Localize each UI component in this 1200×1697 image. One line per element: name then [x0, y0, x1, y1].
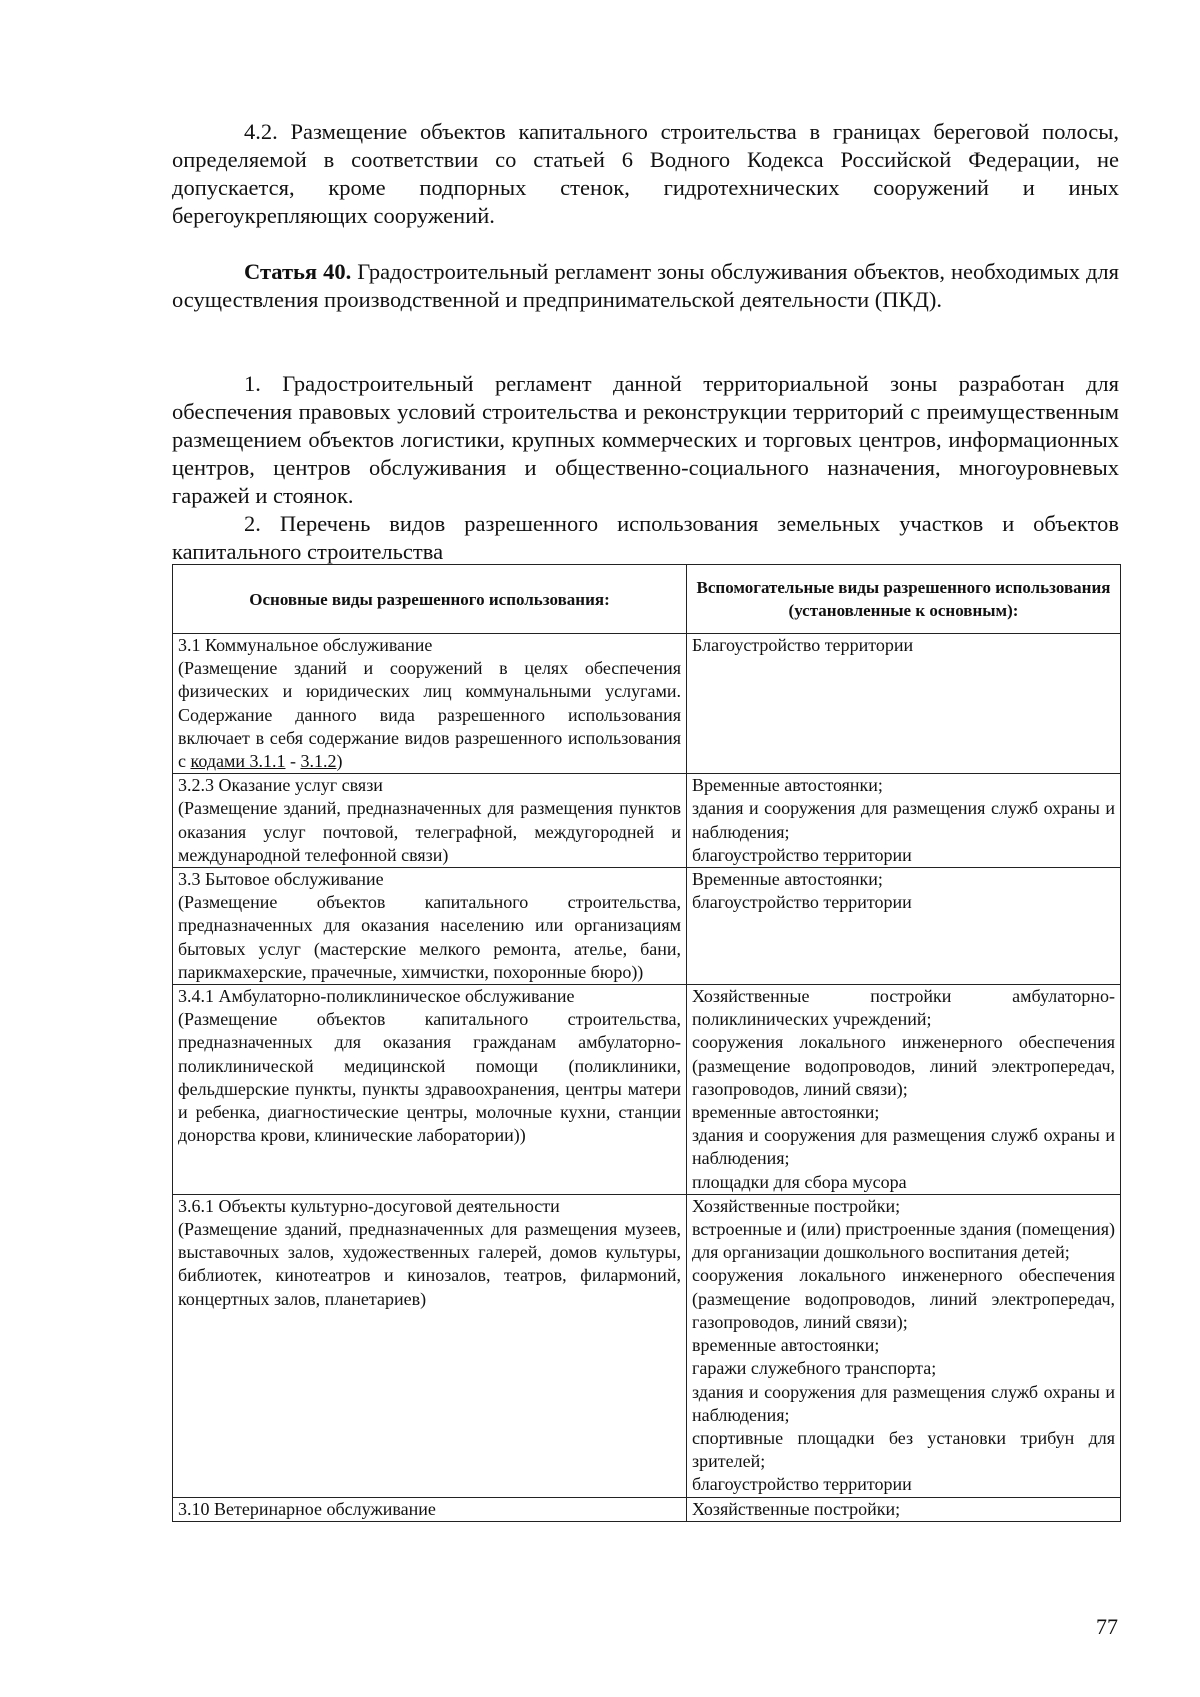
- aux-use-cell: [687, 1194, 1121, 1497]
- main-use-cell: [173, 774, 687, 868]
- aux-use-line: Хозяйственные постройки;: [692, 1195, 901, 1216]
- aux-use-cell: [687, 774, 1121, 868]
- table-header-row: [173, 565, 1121, 634]
- main-use-title: 3.6.1 Объекты культурно-досуговой деятельности: [178, 1195, 560, 1216]
- header-main-uses: Основные виды разрешенного использования:: [173, 565, 687, 634]
- aux-use-line: здания и сооружения для размещения служб охраны и наблюдения;: [692, 1381, 1115, 1425]
- main-use-title: 3.10 Ветеринарное обслуживание: [178, 1498, 436, 1519]
- land-use-table: [172, 564, 1121, 1522]
- table-row: [173, 868, 1121, 985]
- intro-paragraph: 4.2. Размещение объектов капитального строительства в границах береговой полосы, определяемой в соответствии со статьей 6 Водного Кодекса Российской Федерации, не допускается, кроме подпорных стенок, гидротехнических сооружений и иных берегоукрепляющих сооружений.: [172, 119, 1119, 228]
- table-row: [173, 634, 1121, 774]
- main-use-desc: (Размещение зданий и сооружений в целях обеспечения физических и юридических лиц коммунальными услугами. Содержание данного вида разрешенного использования включает в себя содержание видов разрешенного использования с кодами 3.1.1 - 3.1.2): [178, 658, 681, 772]
- aux-use-line: благоустройство территории: [692, 892, 912, 913]
- aux-use-line: Временные автостоянки;: [692, 869, 883, 890]
- aux-use-line: благоустройство территории: [692, 844, 912, 865]
- main-use-desc: (Размещение зданий, предназначенных для размещения музеев, выставочных залов, художественных галерей, домов культуры, библиотек, кинотеатров и кинозалов, театров, филармоний, концертных залов, планетариев): [178, 1219, 681, 1309]
- main-use-desc: (Размещение зданий, предназначенных для размещения пунктов оказания услуг почтовой, телеграфной, междугородней и международной телефонной связи): [178, 798, 681, 865]
- aux-use-line: Хозяйственные постройки амбулаторно-поликлинических учреждений;: [692, 986, 1115, 1030]
- main-use-cell: [173, 1194, 687, 1497]
- page-number: 77: [1096, 1614, 1118, 1639]
- main-use-title: 3.2.3 Оказание услуг связи: [178, 775, 383, 796]
- aux-use-line: спортивные площадки без установки трибун для зрителей;: [692, 1427, 1115, 1472]
- aux-use-line: встроенные и (или) пристроенные здания (помещения) для организации дошкольного воспитания детей;: [692, 1219, 1115, 1263]
- main-use-cell: [173, 634, 687, 774]
- aux-use-line: здания и сооружения для размещения служб охраны и наблюдения;: [692, 1125, 1115, 1169]
- aux-use-cell: [687, 634, 1121, 774]
- header-aux-uses: Вспомогательные виды разрешенного использования (установленные к основным):: [687, 565, 1121, 634]
- point-2-paragraph: 2. Перечень видов разрешенного использования земельных участков и объектов капитального строительства: [172, 511, 1119, 564]
- aux-use-line: временные автостоянки;: [692, 1335, 880, 1356]
- main-use-cell: [173, 1497, 687, 1521]
- aux-use-line: гаражи служебного транспорта;: [692, 1358, 937, 1379]
- table-row: [173, 1194, 1121, 1497]
- main-use-desc: (Размещение объектов капитального строительства, предназначенных для оказания гражданам амбулаторно-поликлинической медицинской помощи (поликлиники, фельдшерские пункты, пункты здравоохранения, центры матери и ребенка, диагностические центры, молочные кухни, станции донорства крови, клинические лаборатории)): [178, 1009, 681, 1146]
- point-1-paragraph: 1. Градостроительный регламент данной территориальной зоны разработан для обеспечения правовых условий строительства и реконструкции территорий с преимущественным размещением объектов логистики, крупных коммерческих и торговых центров, информационных центров, центров обслуживания и общественно-социального назначения, многоуровневых гаражей и стоянок.: [172, 371, 1119, 508]
- table-row: [173, 1497, 1121, 1521]
- table-row: [173, 774, 1121, 868]
- aux-use-line: благоустройство территории: [692, 1474, 912, 1495]
- main-use-cell: [173, 985, 687, 1195]
- main-use-title: 3.4.1 Амбулаторно-поликлиническое обслуживание: [178, 986, 575, 1007]
- aux-use-line: Благоустройство территории: [692, 635, 914, 655]
- aux-use-line: сооружения локального инженерного обеспечения (размещение водопроводов, линий электропередач, газопроводов, линий связи);: [692, 1032, 1115, 1099]
- aux-use-line: здания и сооружения для размещения служб охраны и наблюдения;: [692, 798, 1115, 842]
- table-row: [173, 985, 1121, 1195]
- code-link[interactable]: 3.1.2: [300, 751, 337, 772]
- aux-use-line: временные автостоянки;: [692, 1102, 880, 1123]
- main-use-title: 3.1 Коммунальное обслуживание: [178, 635, 433, 655]
- aux-use-line: Временные автостоянки;: [692, 775, 883, 796]
- code-link[interactable]: кодами 3.1.1: [190, 751, 286, 772]
- article-title: Градостроительный регламент зоны обслуживания объектов, необходимых для осуществления производственной и предпринимательской деятельности (ПКД).: [172, 259, 1120, 312]
- main-use-title: 3.3 Бытовое обслуживание: [178, 869, 384, 890]
- aux-use-cell: [687, 1497, 1121, 1521]
- article-heading: [172, 258, 1119, 314]
- aux-use-line: сооружения локального инженерного обеспечения (размещение водопроводов, линий электропередач, газопроводов, линий связи);: [692, 1265, 1115, 1332]
- main-use-cell: [173, 868, 687, 985]
- main-use-desc: (Размещение объектов капитального строительства, предназначенных для оказания населению или организациям бытовых услуг (мастерские мелкого ремонта, ателье, бани, парикмахерские, прачечные, химчистки, похоронные бюро)): [178, 892, 681, 982]
- aux-use-line: площадки для сбора мусора: [692, 1171, 907, 1192]
- aux-use-cell: [687, 985, 1121, 1195]
- article-label: Статья 40.: [244, 259, 352, 284]
- aux-use-cell: [687, 868, 1121, 985]
- aux-use-line: Хозяйственные постройки;: [692, 1498, 901, 1519]
